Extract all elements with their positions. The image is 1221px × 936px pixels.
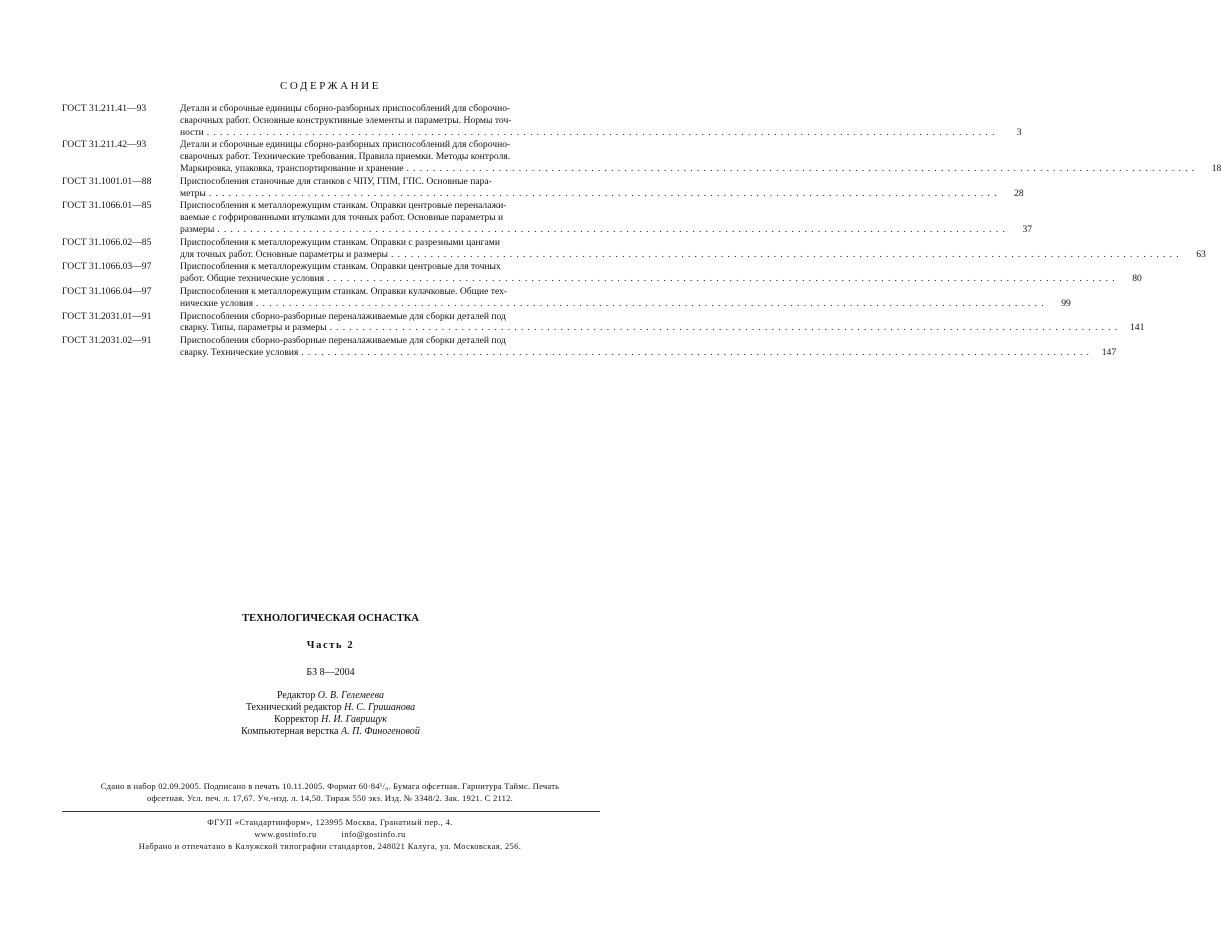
credit-role: Корректор	[274, 714, 319, 725]
publisher-contacts	[30, 829, 630, 841]
toc-page-number[interactable]: 3	[1016, 126, 1022, 138]
toc-title-tail: нические условия	[180, 297, 254, 309]
toc-page-number[interactable]: 37	[1022, 223, 1033, 235]
book-title: ТЕХНОЛОГИЧЕСКАЯ ОСНАСТКА	[242, 613, 419, 624]
credit-person: Н. И. Гаврищук	[321, 714, 387, 725]
divider	[62, 811, 600, 812]
toc-title-line: Приспособления к металлорежущим станкам. Оправки центровые для точных	[180, 261, 501, 273]
toc-leader-line	[180, 187, 1024, 200]
publisher-address: ФГУП «Стандартинформ», 123995 Москва, Гранатный пер., 4.	[207, 818, 453, 827]
toc-title-line: Детали и сборочные единицы сборно-разборных приспособлений для сборочно-	[180, 103, 511, 114]
dot-leader: ........................................................................................................................	[406, 162, 1199, 174]
toc-title-tail: сварку. Типы, параметры и размеры	[180, 322, 327, 334]
credit-line	[0, 702, 661, 714]
credit-line	[0, 714, 661, 726]
toc-title-line: Приспособления станочные для станков с ЧПУ, ГПМ, ГПС. Основные пара-	[180, 175, 492, 187]
toc-page-number[interactable]: 147	[1101, 346, 1117, 358]
credit-line	[0, 690, 661, 702]
dot-leader: ........................................................................................................................	[301, 346, 1094, 358]
toc-entry	[62, 103, 1022, 138]
toc-standard-code: ГОСТ 31.1001.01—88	[62, 175, 152, 187]
credit-role: Редактор	[277, 690, 316, 701]
imprint	[40, 780, 620, 804]
credits-block	[0, 690, 661, 738]
toc-title-line: сварочных работ. Технические требования. Правила приемки. Методы контроля.	[180, 151, 511, 163]
dot-leader: ........................................................................................................................	[206, 126, 999, 138]
toc-entry-title	[180, 200, 1033, 235]
toc-standard-code: ГОСТ 31.1066.04—97	[62, 285, 152, 297]
toc-title-line: ваемые с гофрированными втулками для точных работ. Основные параметры и	[180, 212, 504, 224]
toc-page-number[interactable]: 80	[1132, 273, 1142, 285]
toc-title-tail: метры	[180, 187, 206, 199]
toc-title-tail: ности	[180, 126, 204, 138]
toc-title-tail: для точных работ. Основные параметры и размеры	[180, 248, 388, 260]
toc-title-line: Приспособления сборно-разборные переналаживаемые для сборки деталей под	[180, 335, 506, 347]
toc-entry-title	[180, 285, 1071, 310]
dot-leader: ........................................................................................................................	[208, 187, 1001, 199]
publisher-info	[30, 817, 630, 853]
toc-leader-line	[180, 273, 1142, 285]
toc-leader-line	[180, 248, 1206, 261]
toc-entry	[62, 139, 1221, 174]
book-part: Часть 2	[306, 640, 355, 651]
toc-title-tail: работ. Общие технические условия	[180, 273, 324, 285]
toc-leader-line	[180, 346, 1117, 359]
toc-entry-title	[180, 335, 1117, 359]
toc-page-number[interactable]: 28	[1014, 187, 1024, 199]
toc-standard-code: ГОСТ 31.2031.01—91	[62, 310, 152, 322]
toc-title-tail: размеры	[180, 223, 215, 235]
toc-entry	[62, 335, 1117, 359]
toc-leader-line	[180, 322, 1145, 334]
credit-line	[0, 726, 661, 738]
toc-entry-title	[180, 310, 1145, 335]
toc-title-line: Приспособления к металлорежущим станкам. Оправки кулачковые. Общие тех-	[180, 285, 508, 297]
toc-leader-line	[180, 223, 1033, 236]
toc-page-number[interactable]: 141	[1129, 322, 1145, 334]
bz-number: БЗ 8—2004	[306, 667, 355, 678]
toc-entry	[62, 236, 1206, 261]
toc-entry-title	[180, 261, 1142, 285]
toc-standard-code: ГОСТ 31.211.41—93	[62, 103, 147, 114]
toc-entry-title	[180, 103, 1022, 138]
toc-entry	[62, 200, 1033, 235]
toc-title-line: сварочных работ. Основные конструктивные элементы и параметры. Нормы точ-	[180, 114, 512, 126]
credit-person: О. В. Гелемеева	[317, 690, 384, 701]
dot-leader: ........................................................................................................................	[327, 273, 1119, 285]
contents-heading: СОДЕРЖАНИЕ	[279, 80, 382, 92]
toc-entry	[62, 261, 1142, 285]
credit-person: Н. С. Гришанова	[344, 702, 416, 713]
toc-leader-line	[180, 162, 1221, 175]
toc-standard-code: ГОСТ 31.1066.01—85	[62, 200, 152, 212]
toc-title-line: Приспособления к металлорежущим станкам. Оправки центровые переналажи-	[180, 200, 507, 212]
toc-title-line: Приспособления к металлорежущим станкам. Оправки с разрезными цангами	[180, 236, 501, 248]
credit-role: Технический редактор	[245, 702, 342, 713]
table-of-contents	[62, 103, 1221, 360]
website-link[interactable]: www.gostinfo.ru	[254, 830, 317, 839]
toc-leader-line	[180, 297, 1071, 310]
imprint-line: офсетная. Усл. печ. л. 17,67. Уч.-изд. л. 14,50. Тираж 550 экз. Изд. № 3348/2. Зак. 1921. С 2112.	[147, 793, 513, 803]
printer-info: Набрано и отпечатано в Калужской типографии стандартов, 248021 Калуга, ул. Московская, 256.	[138, 842, 522, 851]
toc-standard-code: ГОСТ 31.1066.03—97	[62, 261, 152, 273]
dot-leader: ........................................................................................................................	[256, 297, 1048, 309]
dot-leader: ........................................................................................................................	[329, 322, 1122, 334]
toc-entry-title	[180, 139, 1221, 174]
toc-entry	[62, 310, 1145, 335]
dot-leader: ........................................................................................................................	[391, 248, 1183, 260]
toc-title-tail: сварку. Технические условия	[180, 346, 299, 358]
toc-title-tail: Маркировка, упаковка, транспортирование и хранение	[180, 162, 404, 174]
toc-entry	[62, 175, 1024, 200]
toc-page-number[interactable]: 99	[1061, 297, 1071, 309]
toc-entry	[62, 285, 1071, 310]
toc-title-line: Приспособления сборно-разборные переналаживаемые для сборки деталей под	[180, 310, 506, 322]
imprint-line: Сдано в набор 02.09.2005. Подписано в печать 10.11.2005. Формат 60·84¹/₈. Бумага офсетная. Гарнитура Таймс. Печать	[100, 781, 560, 791]
dot-leader: ........................................................................................................................	[217, 223, 1010, 235]
email-link[interactable]: info@gostinfo.ru	[341, 830, 406, 839]
credit-person: А. П. Финогеновой	[340, 726, 420, 737]
toc-page-number[interactable]: 63	[1196, 248, 1206, 260]
credit-role: Компьютерная верстка	[241, 726, 339, 737]
toc-standard-code: ГОСТ 31.2031.02—91	[62, 335, 152, 347]
toc-entry-title	[180, 175, 1024, 200]
toc-page-number[interactable]: 18	[1211, 162, 1221, 174]
toc-standard-code: ГОСТ 31.211.42—93	[62, 139, 147, 151]
toc-leader-line	[180, 126, 1022, 139]
toc-entry-title	[180, 236, 1206, 261]
toc-title-line: Детали и сборочные единицы сборно-разборных приспособлений для сборочно-	[180, 139, 511, 151]
toc-standard-code: ГОСТ 31.1066.02—85	[62, 236, 152, 248]
